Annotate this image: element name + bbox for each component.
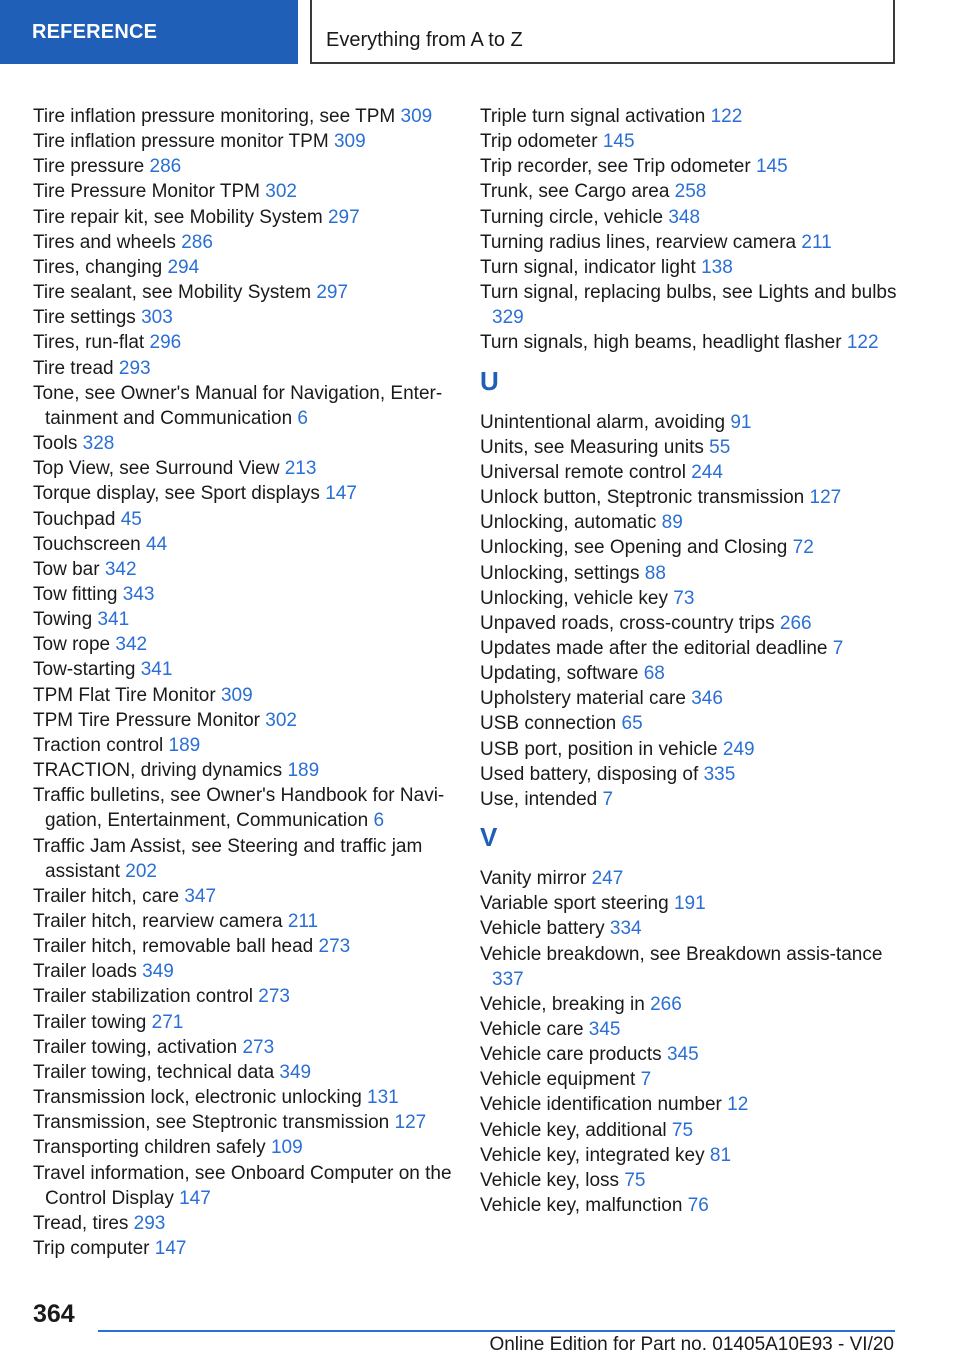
page-reference-link[interactable]: 296 (149, 332, 182, 354)
page-reference-link[interactable]: 138 (701, 256, 733, 278)
index-entry-text: Trailer stabilization control (33, 986, 253, 1008)
index-entry-text: Upholstery material care (480, 688, 686, 710)
index-entry-text: Vanity mirror (480, 868, 587, 890)
index-entry-text: Transporting children safely (33, 1137, 266, 1159)
index-entry (480, 762, 900, 787)
page-reference-link[interactable]: 73 (673, 587, 695, 609)
page-reference-link[interactable]: 127 (394, 1112, 427, 1134)
index-column-left (33, 104, 453, 1261)
page-reference-link[interactable]: 109 (270, 1137, 303, 1159)
index-entry-text: Variable sport steering (480, 893, 669, 915)
page-reference-link[interactable]: 302 (265, 181, 297, 203)
index-entry-text: Triple turn signal activation (480, 106, 706, 127)
page-reference-link[interactable]: 247 (591, 868, 624, 890)
page-reference-link[interactable]: 297 (316, 282, 349, 304)
page-reference-link[interactable]: 88 (644, 562, 666, 584)
index-entry-text: Trailer hitch, removable ball head (33, 936, 314, 958)
index-entry (33, 758, 453, 783)
index-entry-text: Vehicle battery (480, 918, 605, 940)
index-entry (33, 884, 453, 909)
index-entry-text: Trip computer (33, 1238, 150, 1260)
index-entry (480, 485, 900, 510)
page-reference-link[interactable]: 6 (297, 407, 308, 429)
page-reference-link[interactable]: 293 (118, 357, 151, 379)
index-entry-text: Tire Pressure Monitor TPM (33, 181, 260, 203)
page-reference-link[interactable]: 249 (722, 738, 755, 760)
index-entry-text: Trailer loads (33, 961, 137, 983)
index-entry (33, 783, 453, 833)
index-entry (33, 255, 453, 280)
index-entry (480, 1118, 900, 1143)
index-entry (33, 607, 453, 632)
index-entry (33, 557, 453, 582)
page-reference-link[interactable]: 189 (168, 734, 201, 756)
page-reference-link[interactable]: 89 (661, 512, 683, 534)
index-entry (480, 179, 900, 204)
page-reference-link[interactable]: 147 (179, 1187, 211, 1209)
index-entry-text: TPM Tire Pressure Monitor (33, 709, 260, 731)
index-entry (33, 481, 453, 506)
page-reference-link[interactable]: 337 (492, 968, 524, 990)
index-entry (33, 507, 453, 532)
index-entry (480, 942, 900, 992)
index-entry-text: Unlocking, vehicle key (480, 587, 668, 609)
page-reference-link[interactable]: 341 (140, 659, 173, 681)
index-entry (480, 280, 900, 330)
page-reference-link[interactable]: 349 (279, 1061, 312, 1083)
index-entry (480, 330, 900, 355)
index-entry (480, 636, 900, 661)
index-entry (33, 104, 453, 129)
index-entry (480, 787, 900, 812)
page-reference-link[interactable]: 75 (671, 1119, 694, 1141)
page-reference-link[interactable]: 286 (149, 156, 182, 178)
index-letter-heading: U (480, 365, 499, 396)
index-entry (33, 909, 453, 934)
index-entry (33, 154, 453, 179)
index-entry (480, 1067, 900, 1092)
page-number: 364 (33, 1300, 75, 1328)
page-reference-link[interactable]: 122 (710, 106, 743, 127)
chapter-title: Everything from A to Z (310, 0, 895, 64)
page-reference-link[interactable]: 244 (691, 461, 723, 483)
index-entry (33, 532, 453, 557)
footer-divider (98, 1330, 895, 1332)
index-entry (480, 230, 900, 255)
index-entry-text: Trailer towing (33, 1011, 147, 1033)
page-reference-link[interactable]: 6 (373, 810, 385, 832)
index-entry-text: Unintentional alarm, avoiding (480, 411, 726, 433)
index-entry-text: Trailer hitch, care (33, 885, 180, 907)
index-entry-text: Traffic Jam Assist, see Steering and traffic jam assistant (33, 835, 423, 882)
index-entry-text: Tow fitting (33, 583, 118, 605)
index-entry (33, 305, 453, 330)
index-entry (33, 959, 453, 984)
index-entry-text: Tires and wheels (33, 231, 176, 253)
page-reference-link[interactable]: 45 (120, 508, 142, 530)
index-entry (33, 1010, 453, 1035)
index-entry (480, 686, 900, 711)
index-entry (480, 866, 900, 891)
page-reference-link[interactable]: 309 (220, 684, 253, 706)
index-entry-text: Vehicle key, loss (480, 1169, 620, 1191)
page-reference-link[interactable]: 294 (167, 256, 200, 278)
page-reference-link[interactable]: 286 (181, 231, 213, 253)
index-entry-text: USB port, position in vehicle (480, 738, 718, 760)
index-entry-text: Tire repair kit, see Mobility System (33, 206, 323, 228)
index-entry (33, 582, 453, 607)
page-reference-link[interactable]: 348 (668, 206, 701, 228)
index-entry (33, 456, 453, 481)
index-entry-text: Tow bar (33, 558, 100, 580)
index-entry-text: Vehicle key, integrated key (480, 1144, 705, 1166)
page-reference-link[interactable]: 329 (492, 307, 524, 329)
index-entry-text: Tow rope (33, 634, 111, 656)
index-entry-text: Transmission, see Steptronic transmission (33, 1112, 390, 1134)
index-entry (33, 1085, 453, 1110)
index-entry (480, 611, 900, 636)
page-reference-link[interactable]: 341 (97, 609, 130, 631)
index-entry-text: Turn signal, indicator light (480, 256, 696, 278)
index-entry-text: Tools (33, 433, 78, 455)
index-entry-text: Tire inflation pressure monitoring, see TPM (33, 106, 396, 127)
page-reference-link[interactable]: 213 (284, 458, 317, 480)
index-entry (480, 410, 900, 435)
page-reference-link[interactable]: 334 (609, 918, 642, 940)
page-reference-link[interactable]: 202 (125, 860, 157, 882)
index-entry-text: Transmission lock, electronic unlocking (33, 1087, 362, 1109)
page-reference-link[interactable]: 342 (104, 558, 137, 580)
page-reference-link[interactable]: 81 (709, 1144, 732, 1166)
index-entry (480, 711, 900, 736)
index-entry (480, 435, 900, 460)
page-reference-link[interactable]: 343 (122, 583, 155, 605)
page-reference-link[interactable]: 303 (141, 307, 173, 329)
index-entry-text: Trip recorder, see Trip odometer (480, 156, 751, 178)
page-reference-link[interactable]: 7 (640, 1069, 652, 1091)
page-reference-link[interactable]: 273 (318, 936, 351, 958)
index-entry-text: Units, see Measuring units (480, 436, 704, 458)
index-entry-text: Unpaved roads, cross-country trips (480, 612, 775, 634)
page-reference-link[interactable]: 271 (151, 1011, 184, 1033)
index-entry (480, 661, 900, 686)
index-entry (480, 561, 900, 586)
page-reference-link[interactable]: 349 (142, 961, 174, 983)
index-entry (33, 733, 453, 758)
index-entry (33, 280, 453, 305)
index-entry (33, 230, 453, 255)
index-entry (480, 1143, 900, 1168)
index-entry (33, 708, 453, 733)
index-entry-text: Towing (33, 609, 93, 631)
index-entry (480, 535, 900, 560)
index-entry-text: Tire pressure (33, 156, 145, 178)
index-entry-text: USB connection (480, 713, 617, 735)
page-reference-link[interactable]: 145 (755, 156, 788, 178)
index-entry (33, 683, 453, 708)
index-entry-text: Unlocking, see Opening and Closing (480, 537, 788, 559)
index-entry (33, 834, 453, 884)
page-reference-link[interactable]: 44 (146, 533, 168, 555)
index-column-right (480, 104, 900, 1218)
index-entry-text: Turn signal, replacing bulbs, see Lights and bulbs (480, 282, 897, 304)
page-reference-link[interactable]: 145 (602, 131, 635, 153)
index-entry-text: Vehicle key, additional (480, 1119, 667, 1141)
page-reference-link[interactable]: 122 (846, 332, 879, 354)
index-entry (33, 205, 453, 230)
index-entry (33, 1236, 453, 1261)
page-reference-link[interactable]: 302 (265, 709, 297, 731)
index-entry (33, 1211, 453, 1236)
page-reference-link[interactable]: 345 (666, 1044, 699, 1066)
index-entry-text: Tires, run-flat (33, 332, 145, 354)
index-entry-text: Vehicle care products (480, 1044, 662, 1066)
index-entry (480, 1017, 900, 1042)
page-reference-link[interactable]: 76 (687, 1195, 709, 1217)
index-entry (480, 992, 900, 1017)
index-entry-text: Tire settings (33, 307, 136, 329)
index-entry (480, 1193, 900, 1218)
index-entry (480, 916, 900, 941)
index-entry (33, 179, 453, 204)
index-entry (480, 205, 900, 230)
index-entry (480, 586, 900, 611)
index-entry (33, 381, 453, 431)
index-entry-text: Traffic bulletins, see Owner's Handbook for Navi‐gation, Entertainment, Communication (33, 785, 445, 832)
index-entry-text: Unlocking, settings (480, 562, 640, 584)
index-entry-text: Tire tread (33, 357, 114, 379)
section-tab: REFERENCE (0, 0, 298, 64)
index-entry-text: Turning circle, vehicle (480, 206, 664, 228)
index-entry (33, 1035, 453, 1060)
index-entry (33, 1161, 453, 1211)
index-entry-text: Vehicle care (480, 1019, 584, 1040)
page-reference-link[interactable]: 266 (650, 993, 682, 1015)
page-reference-link[interactable]: 189 (287, 760, 320, 782)
index-entry-text: Updating, software (480, 663, 639, 685)
index-entry (33, 1060, 453, 1085)
index-entry (33, 1110, 453, 1135)
index-entry (480, 154, 900, 179)
index-entry (33, 632, 453, 657)
index-entry-text: Tow-starting (33, 659, 136, 681)
index-entry-text: Unlock button, Steptronic transmission (480, 487, 805, 509)
index-entry-text: Touchpad (33, 508, 116, 530)
index-entry (33, 934, 453, 959)
index-entry-text: Vehicle equipment (480, 1069, 636, 1091)
page-reference-link[interactable]: 309 (333, 131, 366, 153)
index-entry-text: Vehicle breakdown, see Breakdown assis‐tance (480, 943, 883, 965)
page-reference-link[interactable]: 72 (792, 537, 814, 559)
index-entry (33, 431, 453, 456)
index-entry (480, 891, 900, 916)
index-entry-text: TRACTION, driving dynamics (33, 760, 283, 782)
index-entry-text: Vehicle key, malfunction (480, 1195, 683, 1217)
index-entry-text: Tread, tires (33, 1212, 129, 1234)
index-entry (33, 657, 453, 682)
index-letter-heading: V (480, 822, 498, 853)
page-reference-link[interactable]: 147 (154, 1238, 187, 1260)
index-entry-text: Travel information, see Onboard Computer on the Control Display (33, 1162, 452, 1209)
page-reference-link[interactable]: 127 (809, 487, 842, 509)
index-entry (480, 1092, 900, 1117)
index-entry-text: Unlocking, automatic (480, 512, 657, 534)
index-entry (480, 1168, 900, 1193)
index-entry-text: Touchscreen (33, 533, 141, 555)
index-entry-text: Trip odometer (480, 131, 598, 153)
index-entry-text: Used battery, disposing of (480, 763, 699, 785)
index-entry (33, 330, 453, 355)
index-entry-text: Trailer towing, technical data (33, 1061, 275, 1083)
index-entry (33, 984, 453, 1009)
index-entry (480, 460, 900, 485)
page-reference-link[interactable]: 273 (242, 1036, 275, 1058)
page-reference-link[interactable]: 7 (832, 637, 844, 659)
index-entry (480, 1042, 900, 1067)
page-reference-link[interactable]: 147 (325, 483, 357, 505)
index-entry (480, 510, 900, 535)
index-entry-text: Top View, see Surround View (33, 458, 280, 480)
page-reference-link[interactable]: 328 (82, 433, 115, 455)
index-entry (480, 255, 900, 280)
index-entry-text: Trunk, see Cargo area (480, 181, 670, 203)
index-entry-text: TPM Flat Tire Monitor (33, 684, 216, 706)
index-entry-text: Use, intended (480, 788, 598, 810)
index-entry (33, 1135, 453, 1160)
index-entry-text: Tires, changing (33, 256, 163, 278)
page-reference-link[interactable]: 309 (400, 106, 433, 127)
page-reference-link[interactable]: 345 (588, 1019, 621, 1040)
page-reference-link[interactable]: 211 (287, 911, 319, 932)
page-reference-link[interactable]: 346 (691, 688, 723, 710)
index-entry (480, 737, 900, 762)
page-reference-link[interactable]: 342 (115, 634, 148, 656)
page-reference-link[interactable]: 75 (624, 1169, 646, 1191)
page-reference-link[interactable]: 258 (674, 181, 707, 203)
index-entry (33, 129, 453, 154)
page-reference-link[interactable]: 12 (727, 1094, 749, 1116)
page-reference-link[interactable]: 91 (730, 411, 752, 433)
index-entry-text: Updates made after the editorial deadline (480, 637, 828, 659)
index-entry-text: Vehicle, breaking in (480, 993, 645, 1015)
index-entry-text: Trailer hitch, rearview camera (33, 911, 283, 932)
page-reference-link[interactable]: 293 (133, 1212, 166, 1234)
page-reference-link[interactable]: 347 (184, 885, 217, 907)
index-entry (33, 356, 453, 381)
page-reference-link[interactable]: 7 (602, 788, 614, 810)
page-reference-link[interactable]: 211 (801, 231, 832, 253)
page-reference-link[interactable]: 297 (327, 206, 360, 228)
index-entry-text: Universal remote control (480, 461, 686, 483)
index-entry-text: Tone, see Owner's Manual for Navigation, Enter‐tainment and Communication (33, 382, 443, 429)
index-entry (480, 104, 900, 129)
edition-note: Online Edition for Part no. 01405A10E93 - VI/20 (489, 1334, 894, 1355)
index-entry-text: Tire sealant, see Mobility System (33, 282, 312, 304)
index-entry-text: Turning radius lines, rearview camera (480, 231, 797, 253)
page-reference-link[interactable]: 68 (643, 663, 665, 685)
index-entry-text: Traction control (33, 734, 164, 756)
index-entry-text: Torque display, see Sport displays (33, 483, 320, 505)
index-entry-text: Turn signals, high beams, headlight flasher (480, 332, 842, 354)
index-entry (480, 129, 900, 154)
page-reference-link[interactable]: 55 (709, 436, 731, 458)
page-reference-link[interactable]: 131 (367, 1087, 399, 1109)
index-entry-text: Vehicle identification number (480, 1094, 722, 1116)
page-reference-link[interactable]: 191 (673, 893, 706, 915)
page-reference-link[interactable]: 273 (258, 986, 290, 1008)
page-reference-link[interactable]: 335 (703, 763, 736, 785)
page-reference-link[interactable]: 65 (621, 713, 643, 735)
page-reference-link[interactable]: 266 (779, 612, 812, 634)
index-entry-text: Trailer towing, activation (33, 1036, 238, 1058)
index-entry-text: Tire inflation pressure monitor TPM (33, 131, 329, 153)
